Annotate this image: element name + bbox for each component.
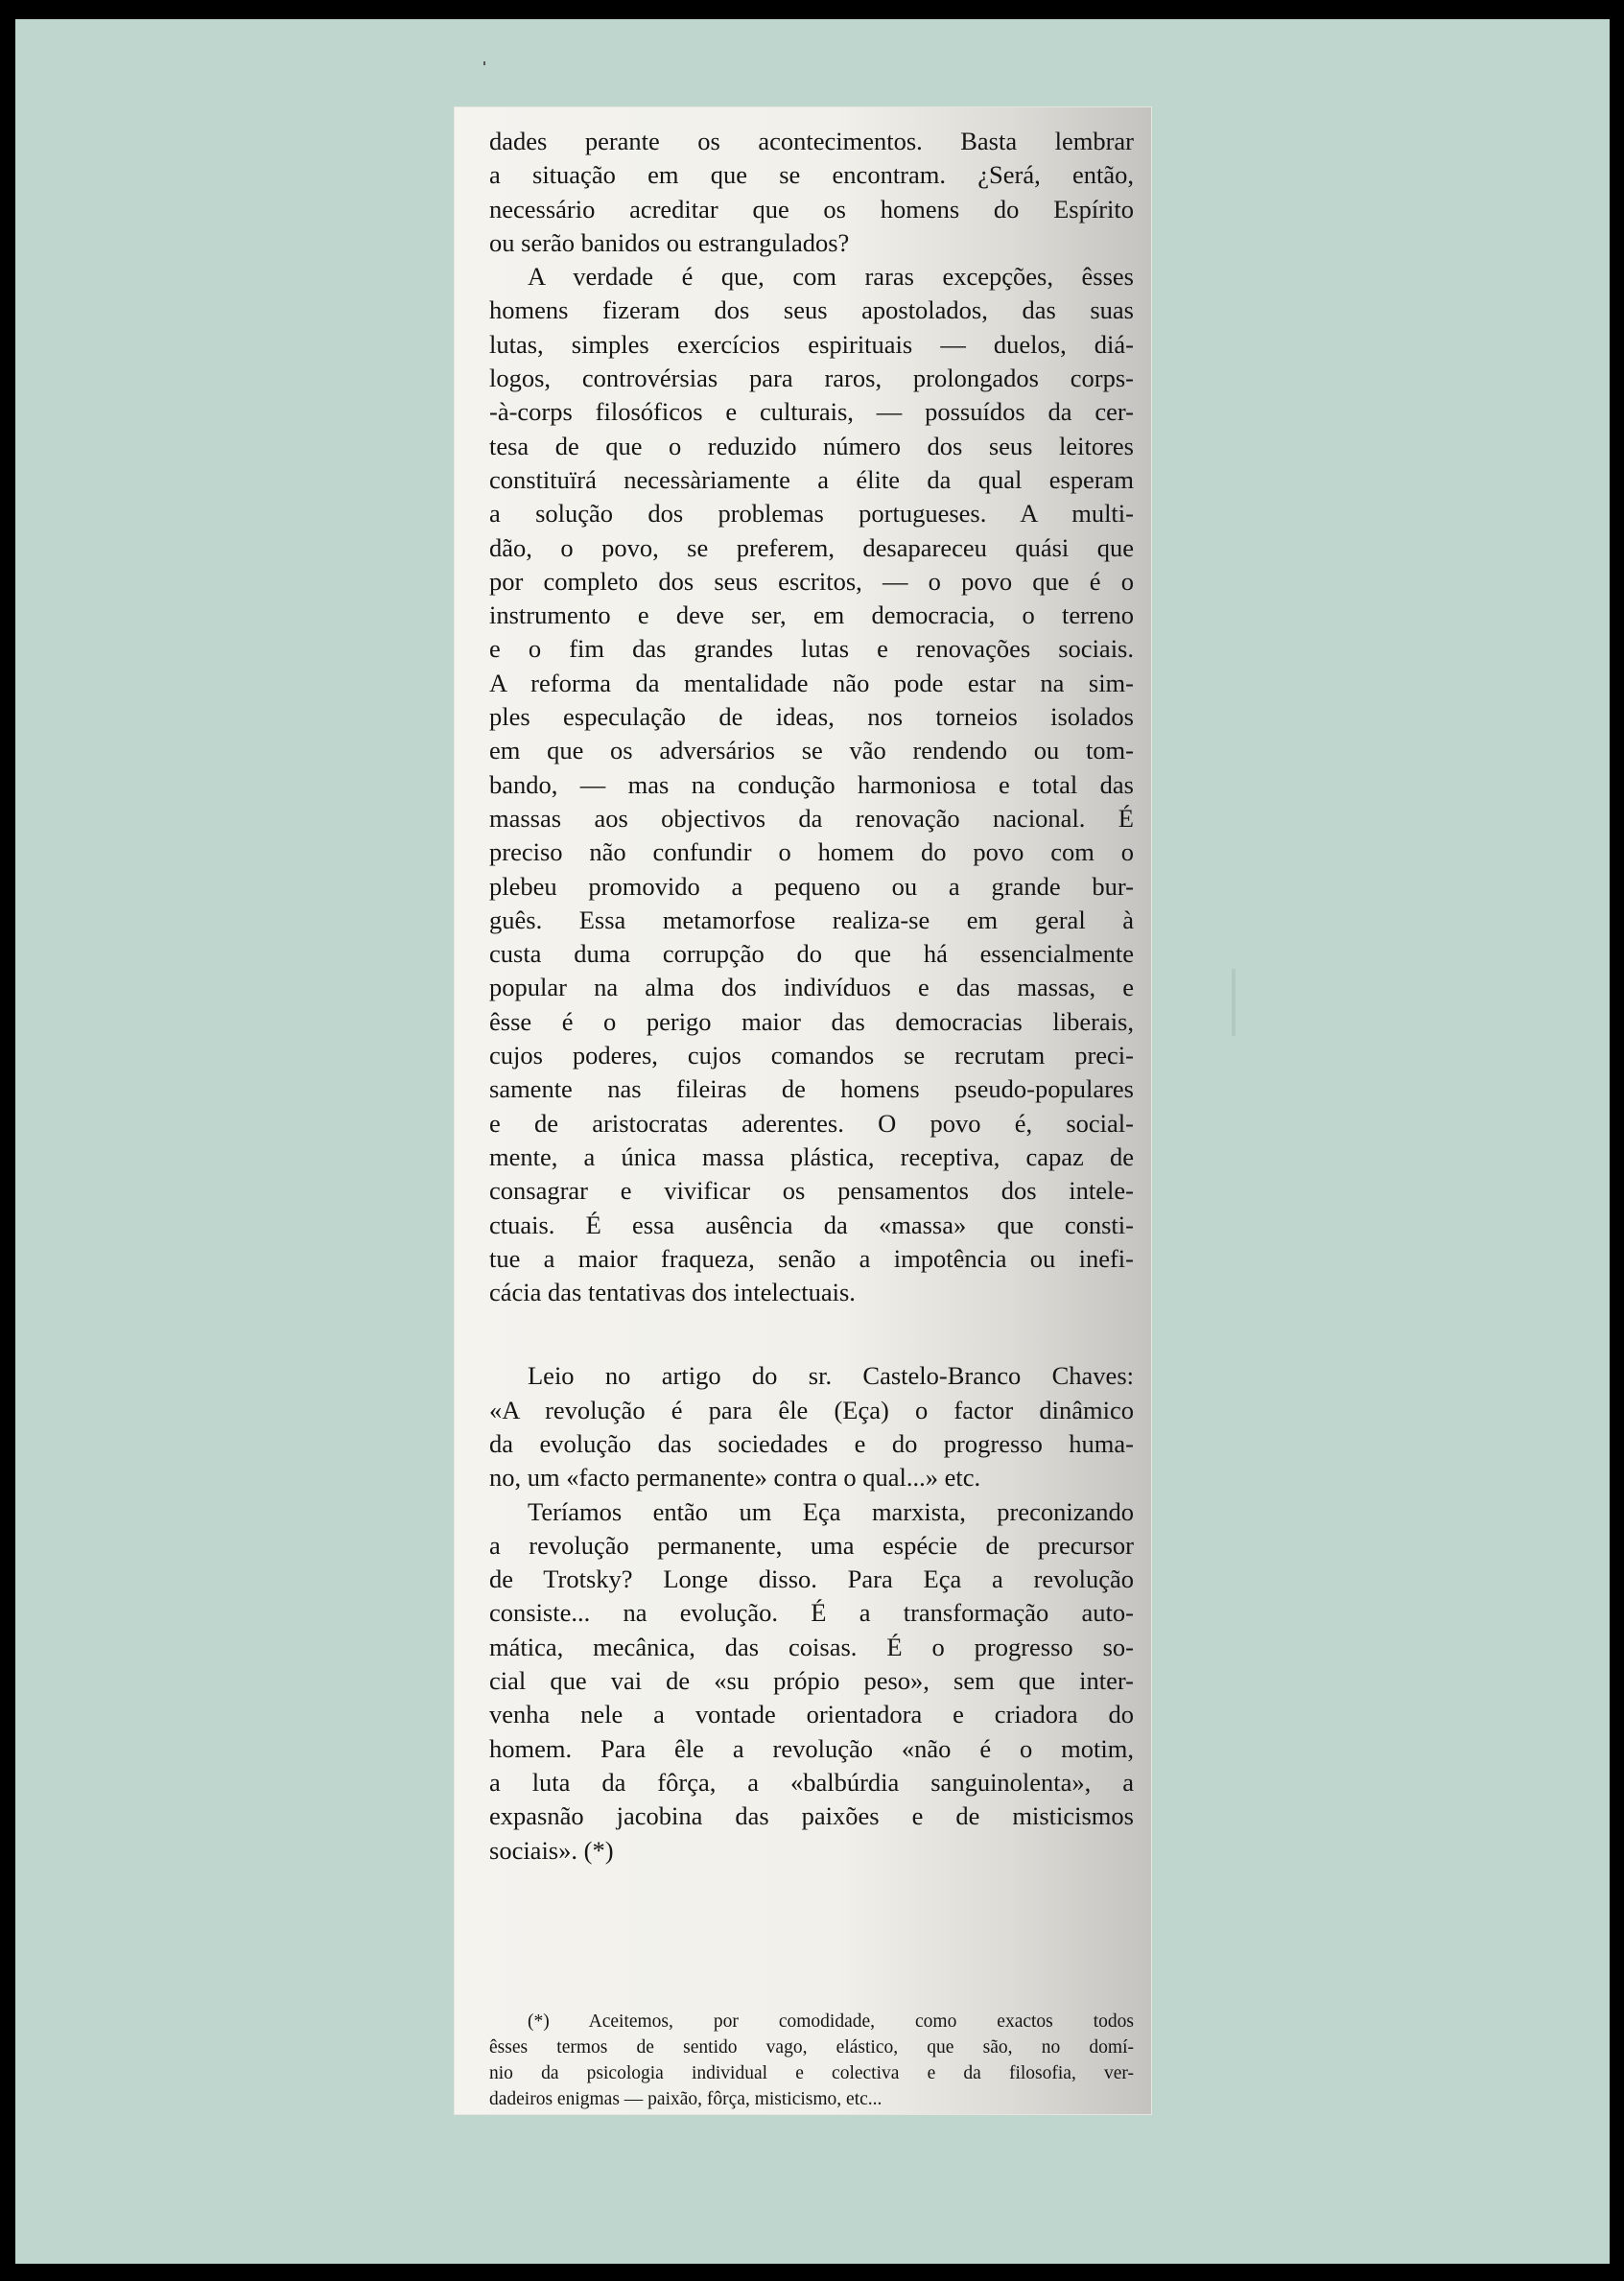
text-line: logos, controvérsias para raros, prolongados corps- — [489, 364, 1134, 393]
text-line: a situação em que se encontram. ¿Será, então, — [489, 160, 1134, 190]
text-line: mática, mecânica, das coisas. É o progresso so- — [489, 1632, 1134, 1661]
text-line: mente, a única massa plástica, receptiva, capaz de — [489, 1141, 1134, 1171]
text-line: instrumento e deve ser, em democracia, o terreno — [489, 600, 1134, 630]
paragraph-2 — [489, 260, 1134, 1309]
bleed-through-mark — [1232, 969, 1253, 1036]
scan-mark — [483, 61, 485, 65]
text-line: bando, — mas na condução harmoniosa e total das — [489, 769, 1134, 799]
text-line: custa duma corrupção do que há essencialmente — [489, 939, 1134, 969]
text-line: da evolução das sociedades e do progresso huma- — [489, 1428, 1134, 1458]
article-text — [489, 125, 1134, 1868]
text-line: cácia das tentativas dos intelectuais. — [489, 1278, 856, 1307]
text-line: de Trotsky? Longe disso. Para Eça a revolução — [489, 1564, 1134, 1594]
scan-background — [15, 19, 1610, 2264]
text-line: ou serão banidos ou estrangulados? — [489, 227, 850, 257]
text-line: dão, o povo, se preferem, desapareceu quási que — [489, 532, 1134, 562]
paragraph-gap — [489, 1309, 1134, 1359]
text-line: Leio no artigo do sr. Castelo-Branco Chaves: — [528, 1361, 1134, 1391]
text-line: venha nele a vontade orientadora e criadora do — [489, 1700, 1134, 1729]
text-line: ples especulação de ideas, nos torneios isolados — [489, 702, 1134, 732]
text-line: A verdade é que, com raras excepções, êsses — [528, 262, 1134, 292]
footnote — [489, 2009, 1134, 2112]
text-line: popular na alma dos indivíduos e das massas, e — [489, 973, 1134, 1002]
text-line: sociais». (*) — [489, 1835, 614, 1865]
text-line: por completo dos seus escritos, — o povo que é o — [489, 566, 1134, 596]
text-line: constituïrá necessàriamente a élite da qual esperam — [489, 464, 1134, 494]
text-line: preciso não confundir o homem do povo com o — [489, 837, 1134, 867]
paragraph-4 — [489, 1495, 1134, 1868]
text-line: a luta da fôrça, a «balbúrdia sanguinolenta», a — [489, 1767, 1134, 1797]
text-line: e o fim das grandes lutas e renovações sociais. — [489, 634, 1134, 664]
text-line: consiste... na evolução. É a transformação auto- — [489, 1598, 1134, 1628]
text-line: tue a maior fraqueza, senão a impotência ou inefi- — [489, 1243, 1134, 1273]
text-line: expasnão jacobina das paixões e de misticismos — [489, 1801, 1134, 1831]
text-line: tesa de que o reduzido número dos seus leitores — [489, 431, 1134, 460]
text-line: cial que vai de «su própio peso», sem que inter- — [489, 1666, 1134, 1696]
text-line: guês. Essa metamorfose realiza-se em geral à — [489, 905, 1134, 934]
text-line: dades perante os acontecimentos. Basta lembrar — [489, 127, 1134, 155]
newspaper-clipping — [455, 107, 1151, 2114]
text-line: «A revolução é para êle (Eça) o factor dinâmico — [489, 1395, 1134, 1424]
text-line: êsses termos de sentido vago, elástico, que são, no domí- — [489, 2037, 1134, 2058]
text-line: -à-corps filosóficos e culturais, — possuídos da cer- — [489, 397, 1134, 427]
text-line: A reforma da mentalidade não pode estar na sim- — [489, 668, 1134, 697]
text-line: a solução dos problemas portugueses. A multi- — [489, 499, 1134, 529]
text-line: massas aos objectivos da renovação nacional. É — [489, 803, 1134, 833]
text-line: (*) Aceitemos, por comodidade, como exactos todos — [528, 2011, 1134, 2032]
text-line: em que os adversários se vão rendendo ou tom- — [489, 736, 1134, 765]
text-line: Teríamos então um Eça marxista, preconizando — [528, 1496, 1134, 1526]
text-line: ctuais. É essa ausência da «massa» que consti- — [489, 1210, 1134, 1239]
paragraph-3 — [489, 1359, 1134, 1494]
text-line: a revolução permanente, uma espécie de precursor — [489, 1530, 1134, 1560]
text-line: lutas, simples exercícios espirituais — duelos, diá- — [489, 329, 1134, 359]
text-line: nio da psicologia individual e colectiva e da filosofia, ver- — [489, 2063, 1134, 2083]
text-line: consagrar e vivificar os pensamentos dos intele- — [489, 1176, 1134, 1206]
text-line: cujos poderes, cujos comandos se recrutam preci- — [489, 1041, 1134, 1070]
paragraph-1 — [489, 125, 1134, 260]
text-line: necessário acreditar que os homens do Espírito — [489, 194, 1134, 223]
text-line: no, um «facto permanente» contra o qual...» etc. — [489, 1463, 981, 1493]
text-line: plebeu promovido a pequeno ou a grande bur- — [489, 871, 1134, 901]
text-line: dadeiros enigmas — paixão, fôrça, misticismo, etc... — [489, 2089, 883, 2109]
text-line: êsse é o perigo maior das democracias liberais, — [489, 1006, 1134, 1036]
text-line: homens fizeram dos seus apostolados, das suas — [489, 295, 1134, 325]
text-line: homem. Para êle a revolução «não é o motim, — [489, 1733, 1134, 1763]
text-line: samente nas fileiras de homens pseudo-populares — [489, 1074, 1134, 1104]
text-line: e de aristocratas aderentes. O povo é, social- — [489, 1108, 1134, 1138]
